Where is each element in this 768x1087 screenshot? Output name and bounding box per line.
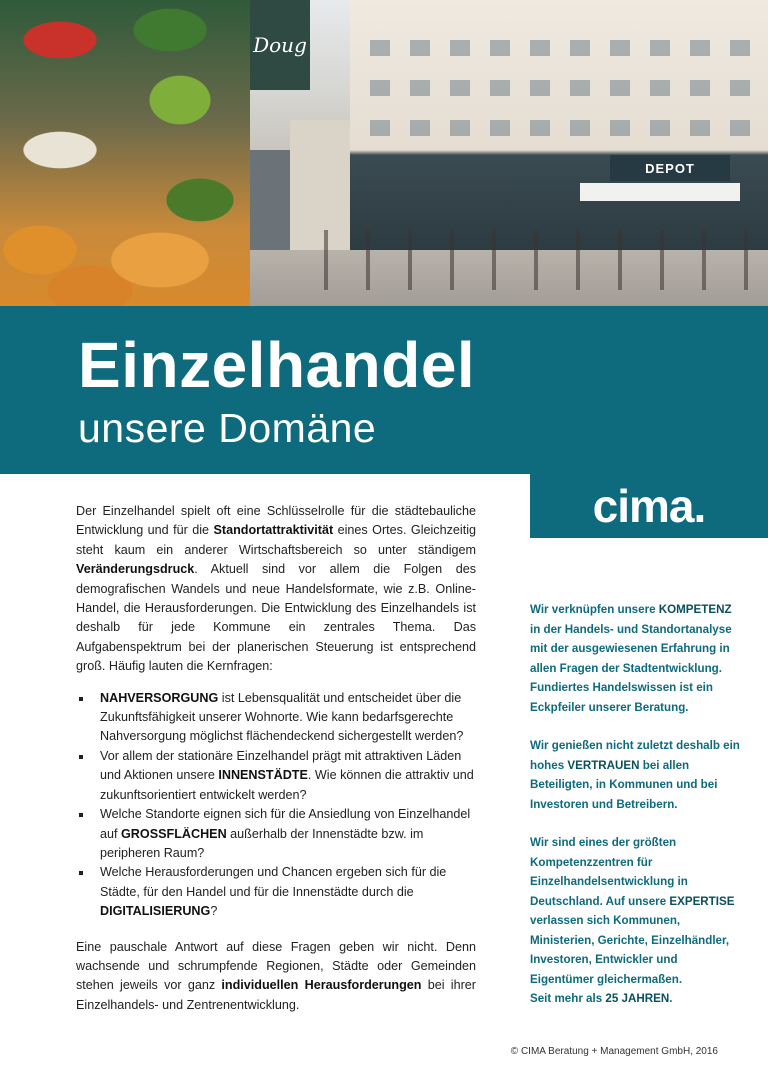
- bullet-text: Welche Herausforderungen und Chancen ergeben sich für die Städte, für den Handel und für die Innenstädte durch die: [100, 865, 447, 899]
- question-list: [76, 689, 476, 922]
- side-text: Wir verknüpfen unsere: [530, 603, 659, 616]
- side-text: Wir genießen nicht zuletzt deshalb ein hohes: [530, 739, 740, 772]
- store-sign: DEPOT: [610, 155, 730, 181]
- side-text: Wir sind eines der größten Kompetenzzentren für Einzelhandelsentwicklung in Deutschland. Auf unsere: [530, 836, 688, 908]
- side-text: Seit mehr als: [530, 992, 606, 1005]
- window-row: [370, 40, 750, 56]
- closing-paragraph: [76, 938, 476, 1016]
- shop-awning: [580, 183, 740, 201]
- logo-text: cima.: [592, 480, 706, 532]
- closing-text: bei ihrer Einzelhandels- und Zentrenentwicklung.: [76, 978, 476, 1012]
- side-keyword: KOMPETENZ: [658, 603, 732, 616]
- bullet-text: . Wie können die attraktiv und zukunftsorientiert entwickelt werden?: [100, 768, 474, 802]
- side-paragraph: [530, 833, 740, 989]
- header-photos: [0, 0, 768, 306]
- side-column: [530, 600, 740, 1028]
- side-paragraph: [530, 989, 740, 1009]
- cima-logo: [530, 474, 768, 538]
- side-text: bei allen Beteiligten, in Kommunen und bei Investoren und Betreibern.: [530, 758, 718, 811]
- list-item: [76, 689, 476, 747]
- closing-emphasis: individuellen Herausforderungen: [221, 978, 422, 993]
- page-subtitle: unsere Domäne: [78, 405, 377, 451]
- side-text: verlassen sich Kommunen, Ministerien, Gerichte, Einzelhändler, Investoren, Entwickler und Eigentümer gleichermaßen.: [530, 914, 730, 986]
- side-keyword: VERTRAUEN: [567, 758, 640, 772]
- bullet-text: ?: [210, 904, 218, 919]
- list-item: [76, 747, 476, 805]
- bullet-text: ist Lebensqualität und entscheidet über die Zukunftsfähigkeit unserer Wohnorte. Wie kann bedarfsgerechte Nahversorgung möglichst flächendeckend sichergestellt werden?: [100, 690, 464, 744]
- page-title: Einzelhandel: [78, 329, 476, 401]
- list-item: [76, 863, 476, 921]
- closing-text: Eine pauschale Antwort auf diese Fragen geben wir nicht. Denn wachsende und schrumpfende Regionen, Städte oder Gemeinden stehen jeweils vor ganz: [76, 939, 476, 993]
- intro-text: Der Einzelhandel spielt oft eine Schlüsselrolle für die städtebauliche Entwicklung und für die: [76, 504, 476, 538]
- side-text: in der Handels- und Standortanalyse mit der ausgewiesenen Erfahrung in allen Fragen der Stadtentwicklung. Fundiertes Handelswissen ist ein Eckpfeiler unserer Beratung.: [530, 622, 732, 714]
- list-item: [76, 805, 476, 863]
- side-paragraph: [530, 736, 740, 814]
- bullet-text: Vor allem der stationäre Einzelhandel prägt mit attraktiven Läden und Aktionen unsere: [100, 748, 462, 783]
- intro-text: eines Ortes. Gleichzeitig steht kaum ein anderer Wirtschaftsbereich so unter ständigem: [76, 523, 476, 557]
- copyright-footer: © CIMA Beratung + Management GmbH, 2016: [510, 1046, 718, 1057]
- bullet-text: Welche Standorte eignen sich für die Ansiedlung von Einzelhandel auf: [100, 807, 471, 841]
- street-photo: [250, 0, 768, 306]
- intro-emphasis: Veränderungsdruck: [76, 562, 195, 577]
- bullet-keyword: GROSSFLÄCHEN: [121, 826, 227, 841]
- main-text: [76, 502, 476, 1015]
- side-text: .: [669, 992, 673, 1005]
- side-keyword: 25 JAHREN: [605, 992, 670, 1005]
- bullet-keyword: INNENSTÄDTE: [218, 768, 308, 783]
- intro-text: . Aktuell sind vor allem die Folgen des demografischen Wandels und neue Handelsformate, wie z.B. Online-Handel, die Herausforderungen. Die Entwicklung des Einzelhandels ist deshalb für jede Kommune ein zentrales Thema. Das Aufgabenspektrum bei der planerischen Steuerung ist entsprechend groß. Häufig lauten die Kernfragen:: [76, 562, 476, 674]
- bullet-text: außerhalb der Innenstädte bzw. im peripheren Raum?: [100, 826, 424, 860]
- intro-emphasis: Standortattraktivität: [213, 523, 334, 538]
- window-row: [370, 120, 750, 136]
- side-keyword: EXPERTISE: [669, 894, 735, 908]
- market-photo: [0, 0, 250, 306]
- bullet-keyword: NAHVERSORGUNG: [100, 690, 219, 705]
- pedestrians: [310, 230, 750, 290]
- side-paragraph: [530, 600, 740, 717]
- intro-paragraph: [76, 502, 476, 677]
- window-row: [370, 80, 750, 96]
- bullet-keyword: DIGITALISIERUNG: [100, 904, 211, 919]
- store-banner: Doug: [250, 0, 310, 90]
